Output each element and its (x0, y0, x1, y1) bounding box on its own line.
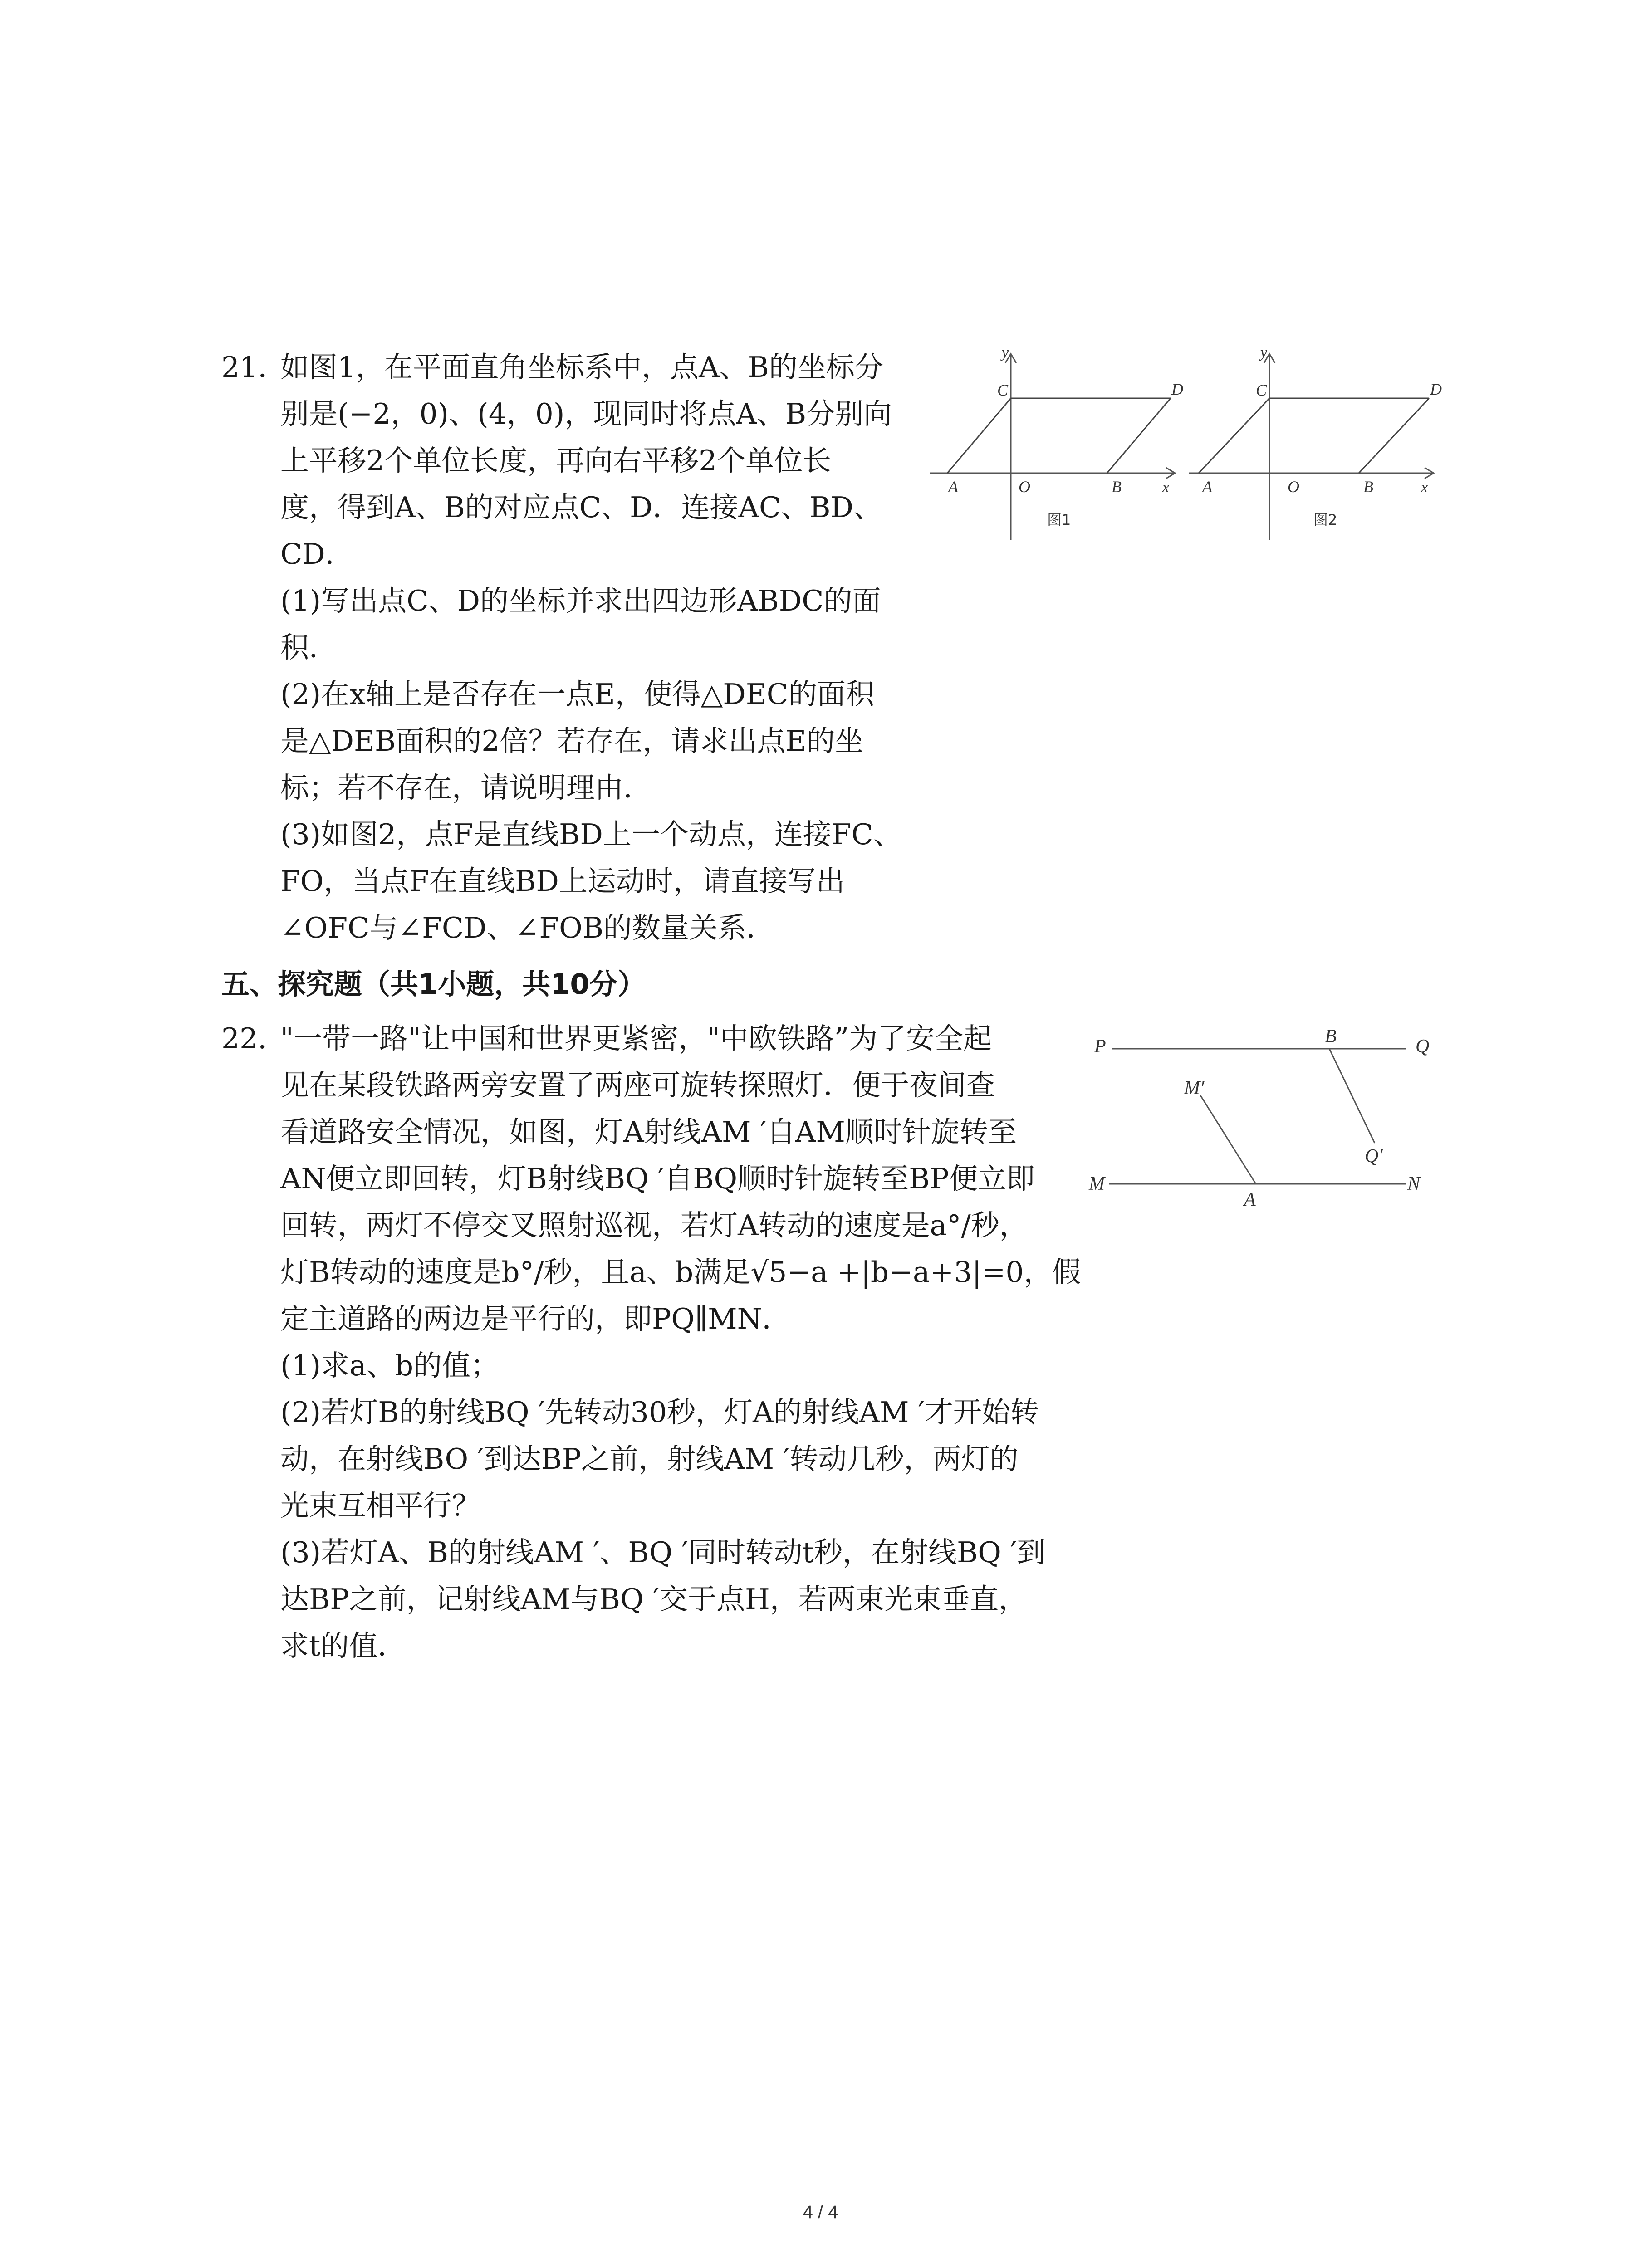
fig3-label-Qprime: Q′ (1365, 1146, 1383, 1167)
q21-line: FO，当点F在直线BD上运动时，请直接写出 (280, 865, 845, 898)
fig2-label-O: O (1288, 478, 1299, 496)
fig2-label-A: A (1202, 478, 1212, 496)
q21-line: 度，得到A、B的对应点C、D．连接AC、BD、 (280, 491, 882, 524)
q21-line: 是△DEB面积的2倍？若存在，请求出点E的坐 (280, 724, 864, 758)
fig1-label-C: C (997, 381, 1009, 399)
q22-line: (3)若灯A、B的射线AM ′、BQ ′同时转动t秒，在射线BQ ′到 (280, 1536, 1046, 1569)
fig3-label-B: B (1325, 1026, 1337, 1047)
q22-line: 定主道路的两边是平行的，即PQ∥MN． (280, 1302, 791, 1335)
q21-number: 21. (221, 351, 267, 384)
fig3-label-Q: Q (1416, 1036, 1430, 1057)
q22-line: 光束互相平行？ (280, 1489, 480, 1522)
q21-line: ∠OFC与∠FCD、∠FOB的数量关系． (280, 911, 775, 944)
fig1-label-D: D (1171, 380, 1183, 398)
fig1-caption: 图1 (1047, 511, 1071, 528)
q22-number: 22. (221, 1022, 267, 1055)
q22-line: 见在某段铁路两旁安置了两座可旋转探照灯．便于夜间查 (280, 1069, 995, 1102)
q22-line: AN便立即回转，灯B射线BQ ′自BQ顺时针旋转至BP便立即 (280, 1162, 1035, 1195)
q21-line: CD． (280, 538, 354, 571)
fig3-label-Mprime: M′ (1184, 1078, 1205, 1099)
q21-line: (2)在x轴上是否存在一点E，使得△DEC的面积 (280, 678, 874, 711)
q21-line: 标；若不存在，请说明理由． (280, 771, 652, 804)
fig2-label-y: y (1260, 344, 1268, 361)
q21-line: 积． (280, 631, 338, 664)
q21-figure2 (1189, 344, 1442, 544)
fig3-label-P: P (1094, 1036, 1106, 1057)
q21-line: 别是(−2，0)、(4，0)，现同时将点A、B分别向 (280, 397, 892, 430)
section-heading: 五、探究题（共1小题，共10分） (221, 968, 646, 1001)
fig2-label-B: B (1363, 478, 1373, 496)
q21-line: (1)写出点C、D的坐标并求出四边形ABDC的面 (280, 584, 881, 617)
q22-line: 求t的值． (280, 1629, 407, 1662)
fig2-label-x: x (1421, 479, 1428, 496)
fig1-label-A: A (948, 478, 958, 496)
q22-line: (1)求a、b的值； (280, 1349, 500, 1382)
fig2-caption: 图2 (1313, 511, 1337, 528)
fig1-label-y: y (1002, 344, 1009, 361)
q22-line: 回转，两灯不停交叉照射巡视，若灯A转动的速度是a°/秒， (280, 1209, 1028, 1242)
q21-figure1 (930, 344, 1183, 544)
q22-line: 达BP之前，记射线AM与BQ ′交于点H，若两束光束垂直， (280, 1583, 1027, 1616)
q22-line: 看道路安全情况，如图，灯A射线AM ′自AM顺时针旋转至 (280, 1115, 1017, 1149)
fig3-label-N: N (1407, 1173, 1421, 1194)
q22-line: 灯B转动的速度是b°/秒，且a、b满足√5−a +|b−a+3|=0，假 (280, 1256, 1081, 1289)
fig2-label-D: D (1430, 380, 1442, 398)
q21-line: 如图1，在平面直角坐标系中，点A、B的坐标分 (280, 351, 883, 384)
q22-line: "一带一路"让中国和世界更紧密，"中欧铁路”为了安全起 (280, 1022, 992, 1055)
fig1-label-B: B (1112, 478, 1122, 496)
q21-line: (3)如图2，点F是直线BD上一个动点，连接FC、 (280, 818, 902, 851)
fig1-label-O: O (1019, 478, 1030, 496)
fig1-label-x: x (1162, 479, 1170, 496)
q22-line: 动，在射线BO ′到达BP之前，射线AM ′转动几秒，两灯的 (280, 1442, 1019, 1476)
fig3-label-A: A (1244, 1189, 1256, 1210)
fig3-label-M: M (1089, 1173, 1105, 1194)
q22-figure (1089, 1016, 1461, 1216)
fig2-label-C: C (1256, 381, 1267, 399)
page-number: 4 / 4 (803, 2202, 838, 2222)
q22-line: (2)若灯B的射线BQ ′先转动30秒，灯A的射线AM ′才开始转 (280, 1396, 1039, 1429)
q21-line: 上平移2个单位长度，再向右平移2个单位长 (280, 444, 832, 477)
